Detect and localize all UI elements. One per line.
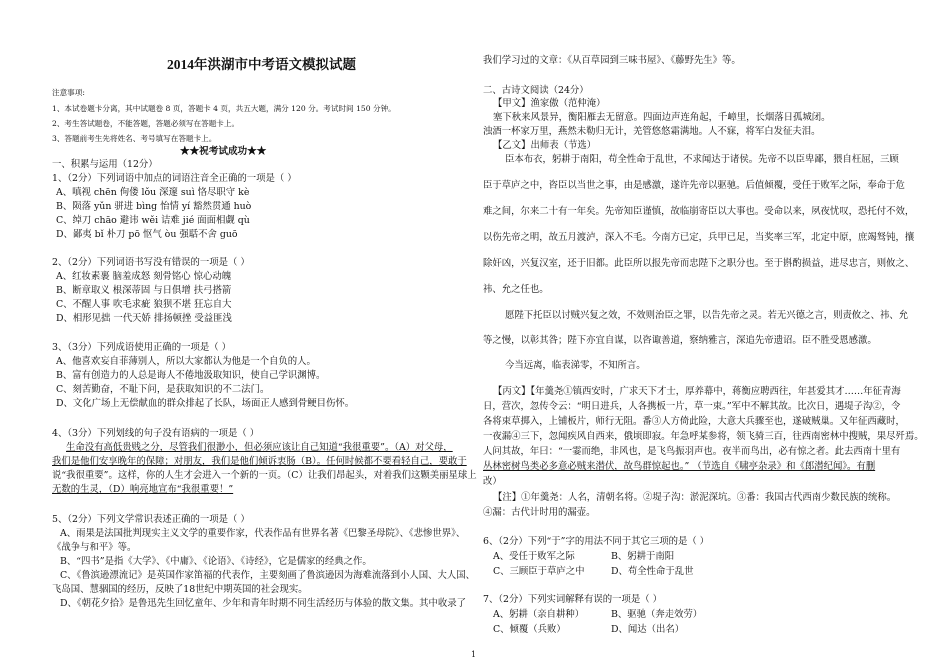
- question-option: A、躬耕（亲自耕种）: [493, 609, 585, 620]
- note-item: 1、本试卷题卡分离，其中试题卷 8 页，答题卡 4 页，共五大题，满分 120 分。考试时间 150 分钟。: [52, 104, 396, 113]
- passage-line: 无数的生灵，（D）响亮地宣布“我很重要！”: [52, 484, 234, 495]
- passage-line: 臣本布衣，躬耕于南阳，苟全性命于乱世，不求闻达于诸侯。先帝不以臣卑鄙，猥自枉屈，三顾: [505, 154, 899, 165]
- question-option: C、刻苦勤奋，不耻下问，是获取知识的不二法门。: [56, 384, 270, 395]
- section-heading: 一、积累与运用（12分）: [52, 159, 158, 170]
- question-option: C、《鲁滨逊漂流记》是英国作家笛福的代表作，主要刻画了鲁滨逊因为海难流落到小人国、大人国、: [60, 570, 475, 581]
- question-option: D、苟全性命于乱世: [611, 566, 694, 577]
- question-option: C、倾覆（兵败）: [493, 624, 566, 635]
- passage-line: 【丙文】【年羹尧①镇西安时，广求天下才士，厚养幕中，蒋衡应聘西往，年甚爱其才……年征青海: [493, 386, 901, 397]
- passage-line: 人问其故，年曰：“一霎而绝，非风也，是飞鸟振羽声也。夜半而鸟出，必有惊之者。此去西南十里有: [483, 446, 901, 457]
- question-option: A、嗔视 chēn 佝偻 lǒu 深邃 suì 恪尽职守 kè: [56, 187, 250, 198]
- good-luck-banner: ★★祝考试成功★★: [180, 146, 267, 157]
- question-stem: 7、（2分）下列实词解释有误的一项是（ ）: [483, 594, 662, 605]
- passage-line: 改）: [483, 476, 502, 487]
- passage-line: 除奸凶，兴复汉室，还于旧都。此臣所以报先帝而忠陛下之职分也。至于斟酌损益，进尽忠言，则攸之、: [483, 258, 915, 269]
- question-stem: 6、（2分）下列“于”字的用法不同于其它三项的是（ ）: [483, 536, 710, 547]
- question-option: A、红妆素裹 脑羞成怒 刻骨铭心 惊心动魄: [56, 271, 232, 282]
- passage-line: 我们是他们安享晚年的保障；对朋友，我们是他们倾诉衷肠（B）。任何时候都不要看轻自己，要敢于: [52, 456, 467, 467]
- passage-line: 我们学习过的文章：《从百草园到三味书屋》、《藤野先生》等。: [483, 55, 741, 66]
- question-option: D、闻达（出名）: [611, 624, 685, 635]
- question-option: A、受任于败军之际: [493, 551, 575, 562]
- passage-line: 浊酒一杯家万里，燕然未勒归无计，羌管悠悠霜满地。人不寐，将军白发征夫泪。: [483, 126, 821, 137]
- passage-line: 臣于草庐之中，咨臣以当世之事，由是感激，遂许先帝以驱驰。后值倾覆，受任于败军之际，奉命于危: [483, 180, 905, 191]
- question-option: 飞岛国、慧骃国的经历，反映了18世纪中期英国的社会现实。: [52, 584, 308, 595]
- question-stem: 1、（2分）下列词语中加点的词语注音全正确的一项是（ ）: [52, 173, 297, 184]
- question-option: A、他喜欢妄自菲薄别人，所以大家都认为他是一个自负的人。: [56, 356, 316, 367]
- passage-line: 等之慢，以彰其咎；陛下亦宜自谋，以咨诹善道，察纳雅言，深追先帝遗诏。臣不胜受恩感激。: [483, 335, 877, 346]
- passage-line: 愿陛下托臣以讨贼兴复之效，不效则治臣之罪，以告先帝之灵。若无兴德之言，则责攸之、祎、允: [505, 310, 909, 321]
- passage-line: 各将束草掷入，上铺板片，师行无阻。番③人方倚此险，大意大兵骤至也，遂破贼巢。又年征西藏时，: [483, 416, 905, 427]
- annotation-line: ④漏：古代计时用的漏壶。: [483, 507, 596, 518]
- passage-line-underlined: 丛林密树鸟类必多意必贼来潜伏，故鸟群惊起也。” （节选自《啸亭杂录》和《郎潜纪闻》。有删: [483, 461, 876, 472]
- question-option: B、陨落 yǔn 骈进 bìng 怡情 yí 豁然贯通 huò: [56, 201, 252, 212]
- question-stem: 5、（2分）下列文学常识表述正确的一项是（ ）: [52, 514, 250, 525]
- question-option: B、“四书”是指《大学》、《中庸》、《论语》、《诗经》，它是儒家的经典之作。: [60, 556, 372, 567]
- passage-line: 祎、允之任也。: [483, 284, 549, 295]
- passage-line: 生命没有高低贵贱之分，尽管我们很渺小，但必须应该让自己知道“我很重要”。（A）对父母，: [66, 442, 453, 453]
- page-number: 1: [471, 650, 477, 659]
- note-item: 2、考生答试题卷，不能答题，答题必须写在答题卡上。: [52, 119, 240, 128]
- note-item: 3、答题前考生先将姓名、考号填写在答题卡上。: [52, 134, 217, 143]
- question-option: 《战争与和平》等。: [52, 542, 137, 553]
- question-option: B、躬耕于南阳: [611, 551, 675, 562]
- passage-label: 【甲文】渔家傲（范仲淹）: [493, 98, 606, 109]
- question-option: D、文化广场上无偿献血的群众排起了长队，场面正人感到骨鲠目伤怀。: [56, 398, 355, 409]
- passage-label: 【乙文】出师表（节选）: [493, 140, 597, 151]
- passage-line: 日，营次，忽传令云：“明日进兵，人各携板一片，草一束。”军中不解其故。比次日，遇堤子沟②，令: [483, 401, 901, 412]
- question-stem: 3、（3分）下列成语使用正确的一项是（ ）: [52, 342, 231, 353]
- passage-line: 说“我很重要”。这样，你的人生才会进入一个新的一页。（C）让我们昂起头，对着我们这颗美丽星球上: [52, 470, 477, 481]
- passage-line: 今当远离，临表涕零，不知所言。: [505, 360, 646, 371]
- notes-heading: 注意事项:: [52, 88, 85, 97]
- passage-line: 难之间，尔来二十有一年矣。先帝知臣谨慎，故临崩寄臣以大事也。受命以来，夙夜忧叹，恐托付不效，: [483, 206, 915, 217]
- section-heading: 二、古诗文阅读（24分）: [483, 85, 589, 96]
- page-title: 2014年洪湖市中考语文模拟试题: [167, 57, 356, 72]
- question-option: B、富有创造力的人总是诲人不倦地汲取知识，使自己学识渊博。: [56, 370, 326, 381]
- question-option: A、雨果是法国批判现实主义文学的重要作家，代表作品有世界名著《巴黎圣母院》、《悲惨世界》、: [60, 528, 466, 539]
- question-stem: 4、（3分）下列划线的句子没有语病的一项是（ ）: [52, 428, 260, 439]
- passage-line: 以伤先帝之明，故五月渡泸，深入不毛。今南方已定，兵甲已足，当奖率三军，北定中原，庶竭驽钝，攘: [483, 232, 915, 243]
- passage-line: 塞下秋来风景异，衡阳雁去无留意。四面边声连角起，千嶂里，长烟落日孤城闭。: [493, 112, 831, 123]
- question-option: C、不醒人事 吹毛求疵 狼狈不堪 狂忘自大: [56, 299, 232, 310]
- question-option: C、绰刀 chāo 避讳 wěi 诘难 jié 面面相觑 qù: [56, 215, 250, 226]
- question-option: B、驱驰（奔走效劳）: [611, 609, 703, 620]
- question-option: C、三顾臣于草庐之中: [493, 566, 585, 577]
- question-option: D、《朝花夕拾》是鲁迅先生回忆童年、少年和青年时期不同生活经历与体验的散文集。其中收录了: [60, 598, 466, 609]
- question-option: B、断章取义 根深蒂固 与日俱增 扶弓搭箭: [56, 285, 232, 296]
- annotation-line: 【注】①年羹尧：人名，清朝名将。②堤子沟：淤泥深坑。③番：我国古代西南少数民族的统称。: [493, 492, 897, 503]
- question-stem: 2、（2分）下列词语书写没有错误的一项是（ ）: [52, 257, 250, 268]
- question-option: D、相形见拙 一代天娇 排扬顿挫 受益匪浅: [56, 313, 232, 324]
- question-option: D、鄙夷 bǐ 朴刀 pō 怄气 òu 强聒不舍 guō: [56, 229, 238, 240]
- passage-line: 一夜漏④三下，忽闻疾风自西来，俄顷即寂。年急呼某参将，领飞骑三百，往西南密林中搜贼，果尽歼焉。: [483, 431, 924, 442]
